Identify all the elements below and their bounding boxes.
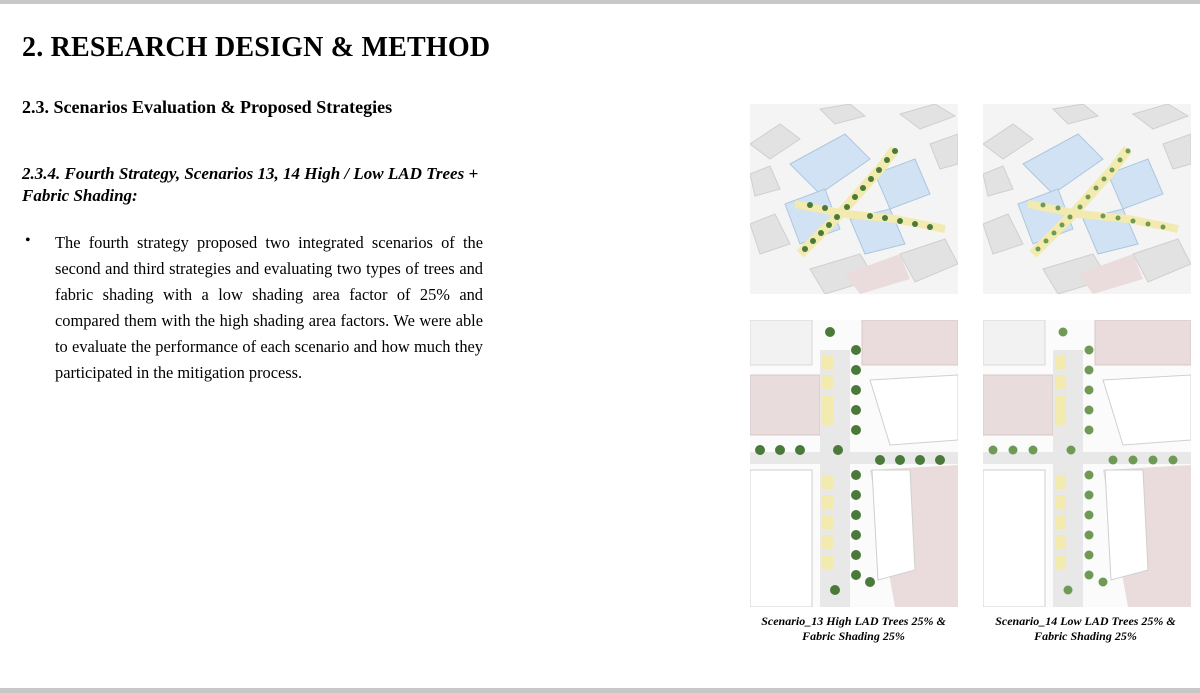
bullet-text: The fourth strategy proposed two integrated scenarios of the second and third strategies and evaluating two types of trees and fabric shading with a low shading area factor of 25% and compared them with the high shading area factors. We were able to evaluate the performance of each scenario and how much they participated in the mitigation process. [55,233,483,382]
scenario-14-aerial-view [983,104,1191,294]
bullet-marker: • [25,232,31,249]
strategy-heading: 2.3.4. Fourth Strategy, Scenarios 13, 14 High / Low LAD Trees + Fabric Shading: [22,164,479,205]
scenario-14-plan-view [983,320,1191,607]
top-border [0,0,1200,4]
scenario-13-aerial-view [750,104,958,294]
slide-title: 2. RESEARCH DESIGN & METHOD [22,32,491,63]
section-subtitle: 2.3. Scenarios Evaluation & Proposed Strategies [22,97,393,117]
scenario-14-caption: Scenario_14 Low LAD Trees 25% & Fabric Shading 25% [995,614,1176,643]
scenario-13-plan-view [750,320,958,607]
scenario-13-caption: Scenario_13 High LAD Trees 25% & Fabric Shading 25% [761,614,946,643]
bottom-border [0,688,1200,693]
